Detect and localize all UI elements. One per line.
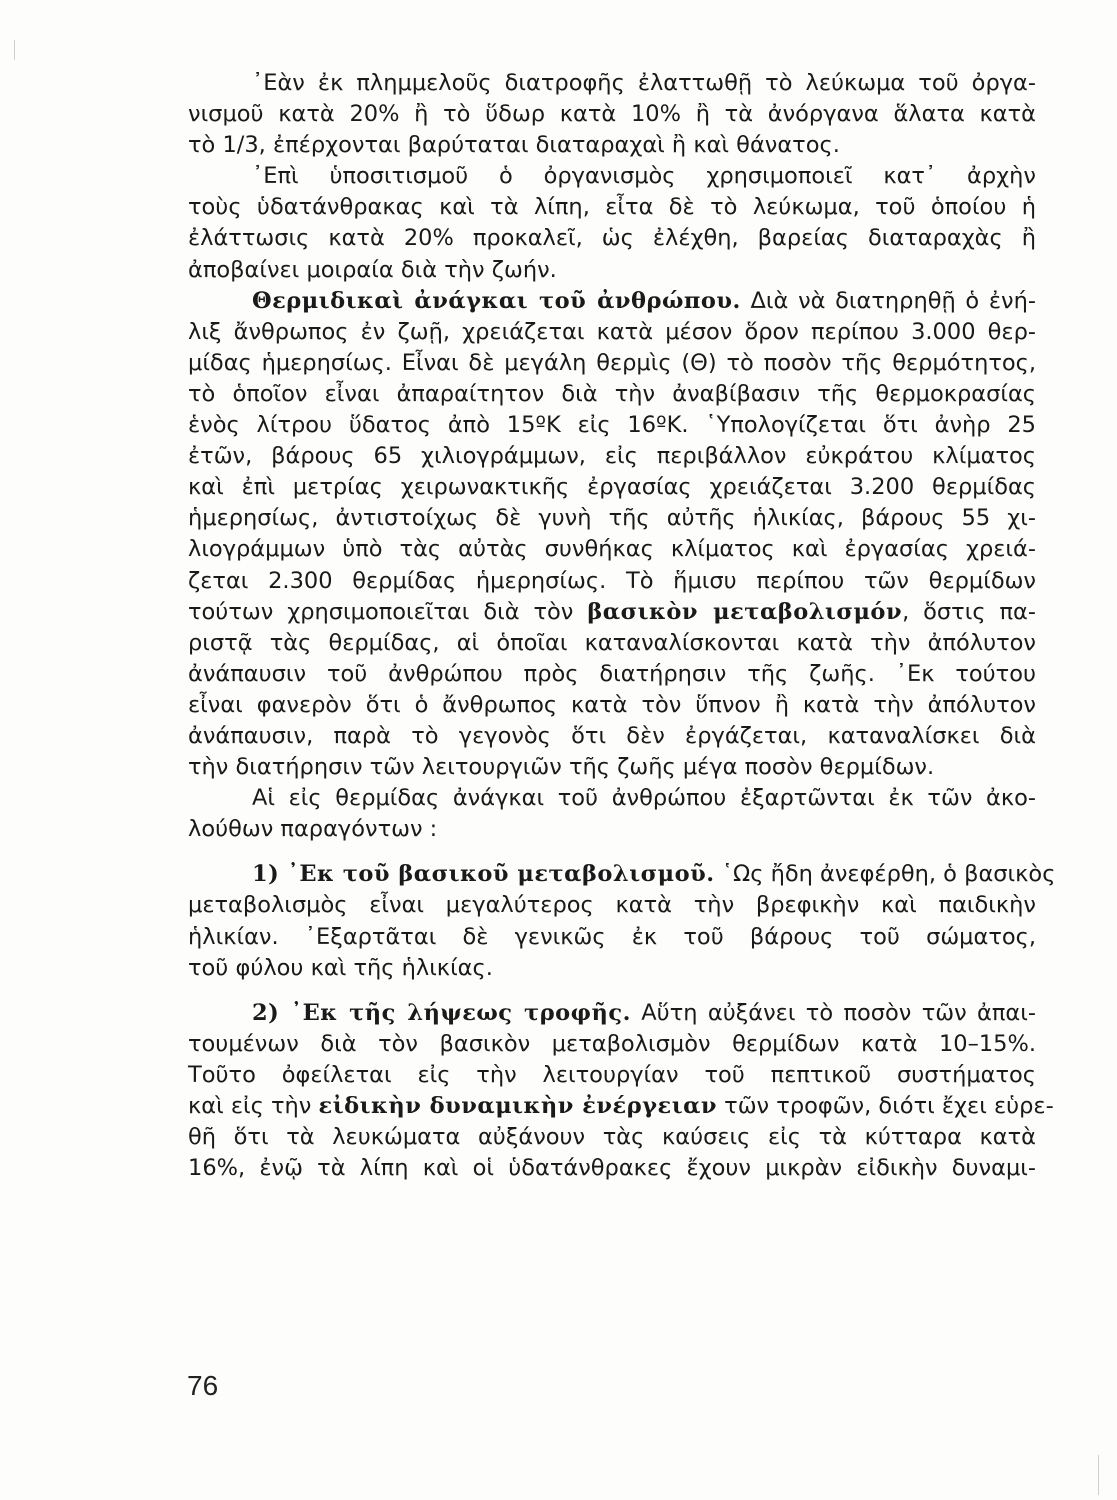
text-line	[188, 752, 1036, 783]
line-text: εἶναι φανερὸν ὅτι ὁ ἄνθρωπος κατὰ τὸν ὕπνον ἢ κατὰ τὴν ἀπόλυτον	[188, 691, 1036, 718]
text-line	[188, 317, 1036, 348]
line-text: τὴν διατήρησιν τῶν λειτουργιῶν τῆς ζωῆς μέγα ποσὸν θερμίδων.	[188, 754, 935, 781]
line-text: ζεται 2.300 θερμίδας ἡμερησίως. Τὸ ἥμισυ περίπου τῶν θερμίδων	[188, 567, 1036, 594]
text-line	[188, 68, 1036, 99]
line-text: τὸ 1/3, ἐπέρχονται βαρύταται διαταραχαὶ ἢ καὶ θάνατος.	[188, 132, 840, 159]
line-text: τὸ ὁποῖον εἶναι ἀπαραίτητον διὰ τὴν ἀναβίβασιν τῆς θερμοκρασίας	[188, 380, 1036, 407]
page-body	[188, 68, 1056, 1184]
line-text: ἀνάπαυσιν τοῦ ἀνθρώπου πρὸς διατήρησιν τῆς ζωῆς. ᾿Εκ τούτου	[188, 660, 1036, 687]
text-line	[188, 348, 1036, 379]
text-line	[188, 472, 1036, 503]
bold-term: βασικὸν μεταβολισμόν	[587, 598, 903, 625]
line-text: λιξ ἄνθρωπος ἐν ζωῇ, χρειάζεται κατὰ μέσον ὅρον περίπου 3.000 θερ-	[188, 318, 1036, 345]
text-line	[188, 659, 1036, 690]
text-line	[188, 99, 1036, 130]
line-text: ῾Ως ἤδη ἀνεφέρθη, ὁ βασικὸς	[714, 861, 1056, 888]
text-line	[188, 1122, 1036, 1153]
line-text: 16%, ἐνῷ τὰ λίπη καὶ οἱ ὑδατάνθρακες ἔχουν μικρὰν εἰδικὴν δυναμι-	[188, 1155, 1036, 1182]
line-text: τοὺς ὑδατάνθρακας καὶ τὰ λίπη, εἶτα δὲ τὸ λεύκωμα, τοῦ ὁποίου ἡ	[188, 194, 1036, 221]
page-number: 76	[187, 1370, 219, 1401]
text-line	[188, 690, 1036, 721]
line-text: τουμένων διὰ τὸν βασικὸν μεταβολισμὸν θερμίδων κατὰ 10–15%.	[188, 1030, 1036, 1057]
line-text: ἡλικίαν. ᾿Εξαρτᾶται δὲ γενικῶς ἐκ τοῦ βάρους τοῦ σώματος,	[188, 923, 1036, 950]
text-line	[188, 441, 1036, 472]
text-line	[188, 255, 1036, 286]
line-text: ᾿Εὰν ἐκ πλημμελοῦς διατροφῆς ἐλαττωθῇ τὸ λεύκωμα τοῦ ὀργα-	[252, 70, 1036, 96]
text-line	[188, 814, 1036, 845]
line-text: ἀποβαίνει μοιραία διὰ τὴν ζωήν.	[188, 256, 557, 283]
scan-artifact-left	[14, 40, 15, 60]
text-line	[188, 1153, 1036, 1184]
line-text: λιογράμμων ὑπὸ τὰς αὐτὰς συνθήκας κλίματος καὶ ἐργασίας χρειά-	[188, 536, 1036, 563]
line-text: θῆ ὅτι τὰ λευκώματα αὐξάνουν τὰς καύσεις εἰς τὰ κύτταρα κατὰ	[188, 1124, 1036, 1151]
bold-heading: Θερμιδικαὶ ἀνάγκαι τοῦ ἀνθρώπου.	[252, 287, 741, 314]
text-line	[188, 783, 1036, 814]
line-text: Αὕτη αὐξάνει τὸ ποσὸν τῶν ἀπαι-	[630, 999, 1036, 1026]
line-text: νισμοῦ κατὰ 20% ἢ τὸ ὕδωρ κατὰ 10% ἢ τὰ ἀνόργανα ἅλατα κατὰ	[188, 101, 1036, 128]
text-line	[188, 566, 1036, 597]
line-text: μίδας ἡμερησίως. Εἶναι δὲ μεγάλη θερμὶς (Θ) τὸ ποσὸν τῆς θερμότητος,	[188, 349, 1036, 376]
line-text-after: , ὅστις πα-	[902, 598, 1036, 625]
text-line	[188, 1029, 1036, 1060]
text-line	[188, 534, 1036, 565]
text-line	[188, 192, 1036, 223]
text-line	[188, 410, 1036, 441]
text-line	[188, 721, 1036, 752]
text-line	[188, 223, 1036, 254]
line-text: ἐτῶν, βάρους 65 χιλιογράμμων, εἰς περιβάλλον εὐκράτου κλίματος	[188, 443, 1036, 470]
text-line	[188, 130, 1036, 161]
line-text: μεταβολισμὸς εἶναι μεγαλύτερος κατὰ τὴν βρεφικὴν καὶ παιδικὴν	[188, 892, 1036, 919]
line-text: ᾿Επὶ ὑποσιτισμοῦ ὁ ὀργανισμὸς χρησιμοποιεῖ κατ᾿ ἀρχὴν	[252, 163, 1036, 190]
bold-heading: 2) ᾿Εκ τῆς λήψεως τροφῆς.	[252, 999, 631, 1026]
scan-artifact-right	[1098, 1455, 1099, 1495]
text-line	[188, 597, 1036, 628]
text-line	[188, 890, 1036, 921]
text-line	[188, 1060, 1036, 1091]
line-text: τούτων χρησιμοποιεῖται διὰ τὸν	[188, 598, 588, 625]
line-text: ἀνάπαυσιν, παρὰ τὸ γεγονὸς ὅτι δὲν ἐργάζεται, καταναλίσκει διὰ	[188, 722, 1036, 749]
line-text: λούθων παραγόντων :	[188, 816, 438, 843]
line-text-after: τῶν τροφῶν, διότι ἔχει εὑρε-	[717, 1093, 1054, 1119]
bold-term: εἰδικὴν δυναμικὴν ἐνέργειαν	[318, 1093, 718, 1119]
paragraph-gap	[188, 984, 1036, 998]
line-text: ριστᾷ τὰς θερμίδας, αἱ ὁποῖαι καταναλίσκονται κατὰ τὴν ἀπόλυτον	[188, 629, 1036, 656]
line-text: τοῦ φύλου καὶ τῆς ἡλικίας.	[188, 954, 493, 981]
line-text: ἐλάττωσις κατὰ 20% προκαλεῖ, ὡς ἐλέχθη, βαρείας διαταραχὰς ἢ	[188, 225, 1036, 252]
line-text: Αἱ εἰς θερμίδας ἀνάγκαι τοῦ ἀνθρώπου ἐξαρτῶνται ἐκ τῶν ἀκο-	[252, 785, 1036, 812]
paragraph-gap	[188, 845, 1036, 859]
line-text: ἡμερησίως, ἀντιστοίχως δὲ γυνὴ τῆς αὐτῆς ἡλικίας, βάρους 55 χι-	[188, 505, 1036, 532]
line-text: ἑνὸς λίτρου ὕδατος ἀπὸ 15ºK εἰς 16ºK. ῾Υπολογίζεται ὅτι ἀνὴρ 25	[188, 412, 1036, 439]
line-text: Διὰ νὰ διατηρηθῇ ὁ ἐνή-	[740, 287, 1036, 314]
text-line	[188, 628, 1036, 659]
text-line	[188, 1091, 1054, 1122]
text-line	[188, 503, 1036, 534]
text-line	[188, 953, 1036, 984]
text-line	[188, 161, 1036, 192]
bold-heading: 1) ᾿Εκ τοῦ βασικοῦ μεταβολισμοῦ.	[252, 861, 715, 888]
text-line	[188, 922, 1036, 953]
text-line	[188, 286, 1036, 317]
line-text: καὶ εἰς τὴν	[188, 1093, 319, 1119]
line-text: Τοῦτο ὀφείλεται εἰς τὴν λειτουργίαν τοῦ πεπτικοῦ συστήματος	[188, 1061, 1036, 1088]
text-line	[188, 998, 1036, 1029]
text-line	[188, 859, 1056, 890]
line-text: καὶ ἐπὶ μετρίας χειρωνακτικῆς ἐργασίας χρειάζεται 3.200 θερμίδας	[188, 474, 1036, 501]
text-line	[188, 379, 1036, 410]
